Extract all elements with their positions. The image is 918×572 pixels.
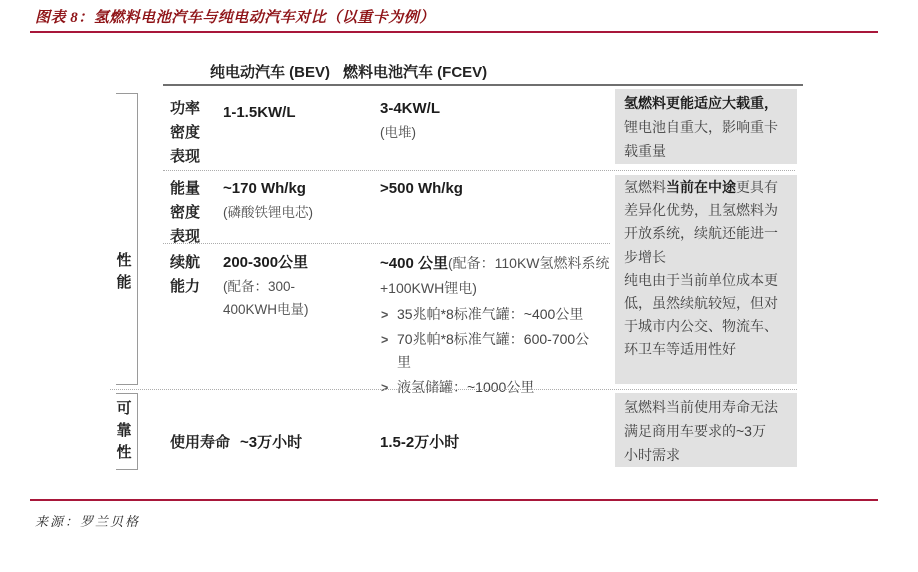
column-header-bev: 纯电动汽车 (BEV) (210, 64, 331, 81)
group-char: 能 (116, 274, 132, 291)
fcev-energy-density-cell (380, 177, 463, 201)
source-citation: 来源：罗兰贝格 (35, 514, 141, 529)
group-char: 性 (116, 444, 132, 461)
group-char: 性 (116, 252, 132, 269)
fcev-range-lead (380, 251, 613, 300)
note-service-life (615, 393, 797, 467)
fcev-range-value: ~400 公里 (380, 255, 448, 272)
bev-service-life-value: ~3万小时 (240, 434, 303, 451)
row-label-line: 续航 (170, 254, 201, 271)
row-label-line: 表现 (170, 228, 201, 245)
bev-service-life-cell (240, 431, 302, 455)
bullet-arrow-icon: > (381, 308, 389, 322)
performance-group-bracket (116, 93, 138, 385)
note-text: 氢燃料当前使用寿命无法满足商用车要求的~3万小时需求 (624, 399, 778, 463)
bev-energy-density-value: ~170 Wh/kg (223, 180, 306, 197)
row-label-line: 功率 (170, 100, 201, 117)
group-char: 靠 (116, 422, 132, 439)
note-power-density (615, 89, 797, 164)
title-rule (30, 31, 878, 33)
bullet-text: 70兆帕*8标准气罐：600-700公里 (397, 331, 590, 370)
fcev-service-life-cell (380, 431, 459, 455)
row-label-line: 能量 (170, 180, 201, 197)
row-separator (163, 243, 610, 244)
bev-power-density-value: 1-1.5KW/L (223, 104, 296, 121)
row-label-line: 表现 (170, 148, 201, 165)
section-separator (110, 389, 797, 390)
note-paragraph (624, 176, 779, 269)
fcev-power-density-note: (电堆) (380, 125, 416, 140)
group-char: 可 (116, 400, 132, 417)
figure-title: 图表 8：氢燃料电池汽车与纯电动汽车对比（以重卡为例） (35, 10, 435, 26)
note-text: 更具有差异化优势，且氢燃料为开放系统，续航还能进一步增长 (624, 179, 778, 265)
bev-energy-density-cell (223, 177, 313, 224)
fcev-range-cell (380, 251, 613, 399)
bullet-arrow-icon: > (381, 381, 389, 395)
row-label-power-density (170, 97, 200, 169)
list-item (380, 376, 597, 399)
note-text: 锂电池自重大，影响重卡载重量 (624, 119, 778, 159)
group-label-performance (113, 250, 135, 294)
list-item (380, 303, 597, 326)
row-label-range (170, 251, 200, 299)
bev-range-cell (223, 251, 335, 321)
bullet-text: 35兆帕*8标准气罐：~400公里 (397, 306, 584, 322)
bev-energy-density-note: (磷酸铁锂电芯) (223, 205, 313, 220)
fcev-service-life-value: 1.5-2万小时 (380, 434, 460, 451)
note-bold-text: 当前在中途 (666, 179, 736, 195)
row-label-line: 密度 (170, 204, 201, 221)
footer-rule (30, 499, 878, 501)
row-separator (163, 170, 795, 171)
fcev-power-density-value: 3-4KW/L (380, 100, 440, 117)
row-label-service-life: 使用寿命 (170, 434, 231, 451)
list-item (380, 328, 597, 374)
bev-range-note: (配备：300-400KWH电量) (223, 279, 309, 317)
bev-range-value: 200-300公里 (223, 254, 309, 271)
bullet-text: 液氢储罐：~1000公里 (397, 379, 535, 395)
note-text: 氢燃料 (624, 179, 666, 195)
fcev-range-bullet-list (380, 303, 613, 399)
fcev-energy-density-value: >500 Wh/kg (380, 180, 463, 197)
row-label-line: 能力 (170, 278, 201, 295)
fcev-power-density-cell (380, 97, 440, 144)
bev-power-density-cell (223, 101, 296, 125)
note-paragraph: 纯电由于当前单位成本更低，虽然续航较短，但对于城市内公交、物流车、环卫车等适用性好 (624, 271, 778, 358)
note-energy-and-range (615, 175, 797, 384)
bullet-arrow-icon: > (381, 333, 389, 347)
fcev-range-config: (配备：110KW氢燃料系统+100KWH锂电) (380, 255, 610, 296)
row-label-energy-density (170, 177, 200, 249)
row-label-line: 密度 (170, 124, 201, 141)
group-label-reliability (113, 398, 135, 464)
header-underline (163, 84, 803, 86)
column-header-fcev: 燃料电池汽车 (FCEV) (343, 64, 488, 81)
note-bold-text: 氢燃料更能适应大载重， (624, 95, 778, 111)
